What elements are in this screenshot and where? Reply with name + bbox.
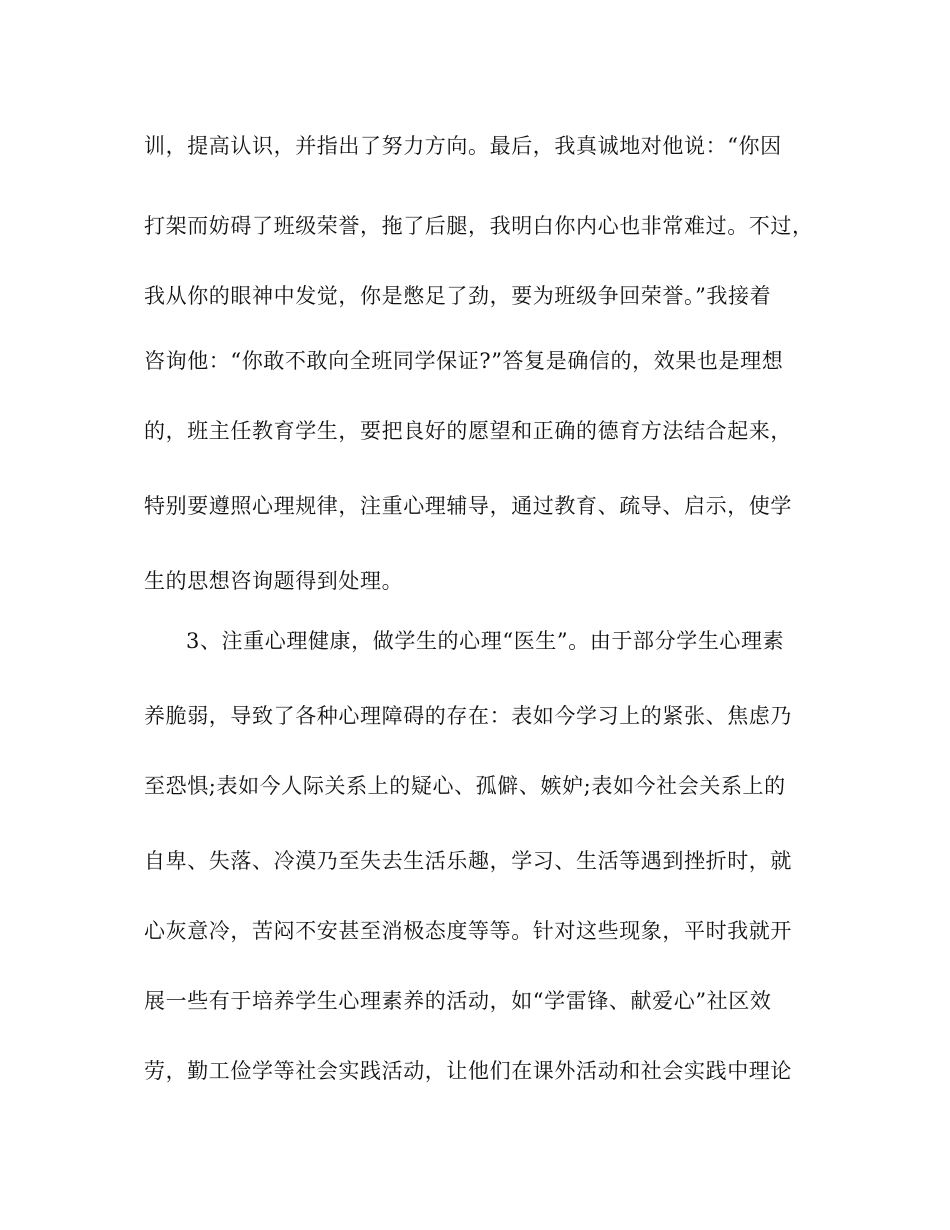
text-line-11: 自卑、失落、冷漠乃至失去生活乐趣，学习、生活等遇到挫折时，就 bbox=[144, 849, 792, 873]
text-line-9: 养脆弱，导致了各种心理障碍的存在：表如今学习上的紧张、焦虑乃 bbox=[144, 704, 792, 728]
text-line-1: 训，提高认识，并指出了努力方向。最后，我真诚地对他说：“你因 bbox=[144, 134, 782, 158]
text-line-13: 展一些有于培养学生心理素养的活动，如“学雷锋、献爱心”社区效 bbox=[144, 989, 772, 1013]
text-line-14: 劳，勤工俭学等社会实践活动，让他们在课外活动和社会实践中理论 bbox=[144, 1059, 792, 1083]
text-line-3: 我从你的眼神中发觉，你是憋足了劲，要为班级争回荣誉。”我接着 bbox=[144, 284, 772, 308]
text-line-4: 咨询他：“你敢不敢向全班同学保证?”答复是确信的，效果也是理想 bbox=[144, 349, 784, 373]
text-line-7: 生的思想咨询题得到处理。 bbox=[144, 569, 404, 593]
text-line-2: 打架而妨碍了班级荣誉，拖了后腿，我明白你内心也非常难过。不过， bbox=[144, 214, 814, 238]
text-line-6: 特别要遵照心理规律，注重心理辅导，通过教育、疏导、启示，使学 bbox=[144, 494, 792, 518]
text-line-12: 心灰意冷，苦闷不安甚至消极态度等等。针对这些现象，平时我就开 bbox=[144, 919, 792, 943]
text-line-10: 至恐惧;表如今人际关系上的疑心、孤僻、嫉妒;表如今社会关系上的 bbox=[144, 774, 786, 798]
text-line-5: 的，班主任教育学生，要把良好的愿望和正确的德育方法结合起来， bbox=[144, 419, 792, 443]
text-line-8-paragraph-start: 3、注重心理健康，做学生的心理“医生”。由于部分学生心理素 bbox=[186, 629, 785, 653]
